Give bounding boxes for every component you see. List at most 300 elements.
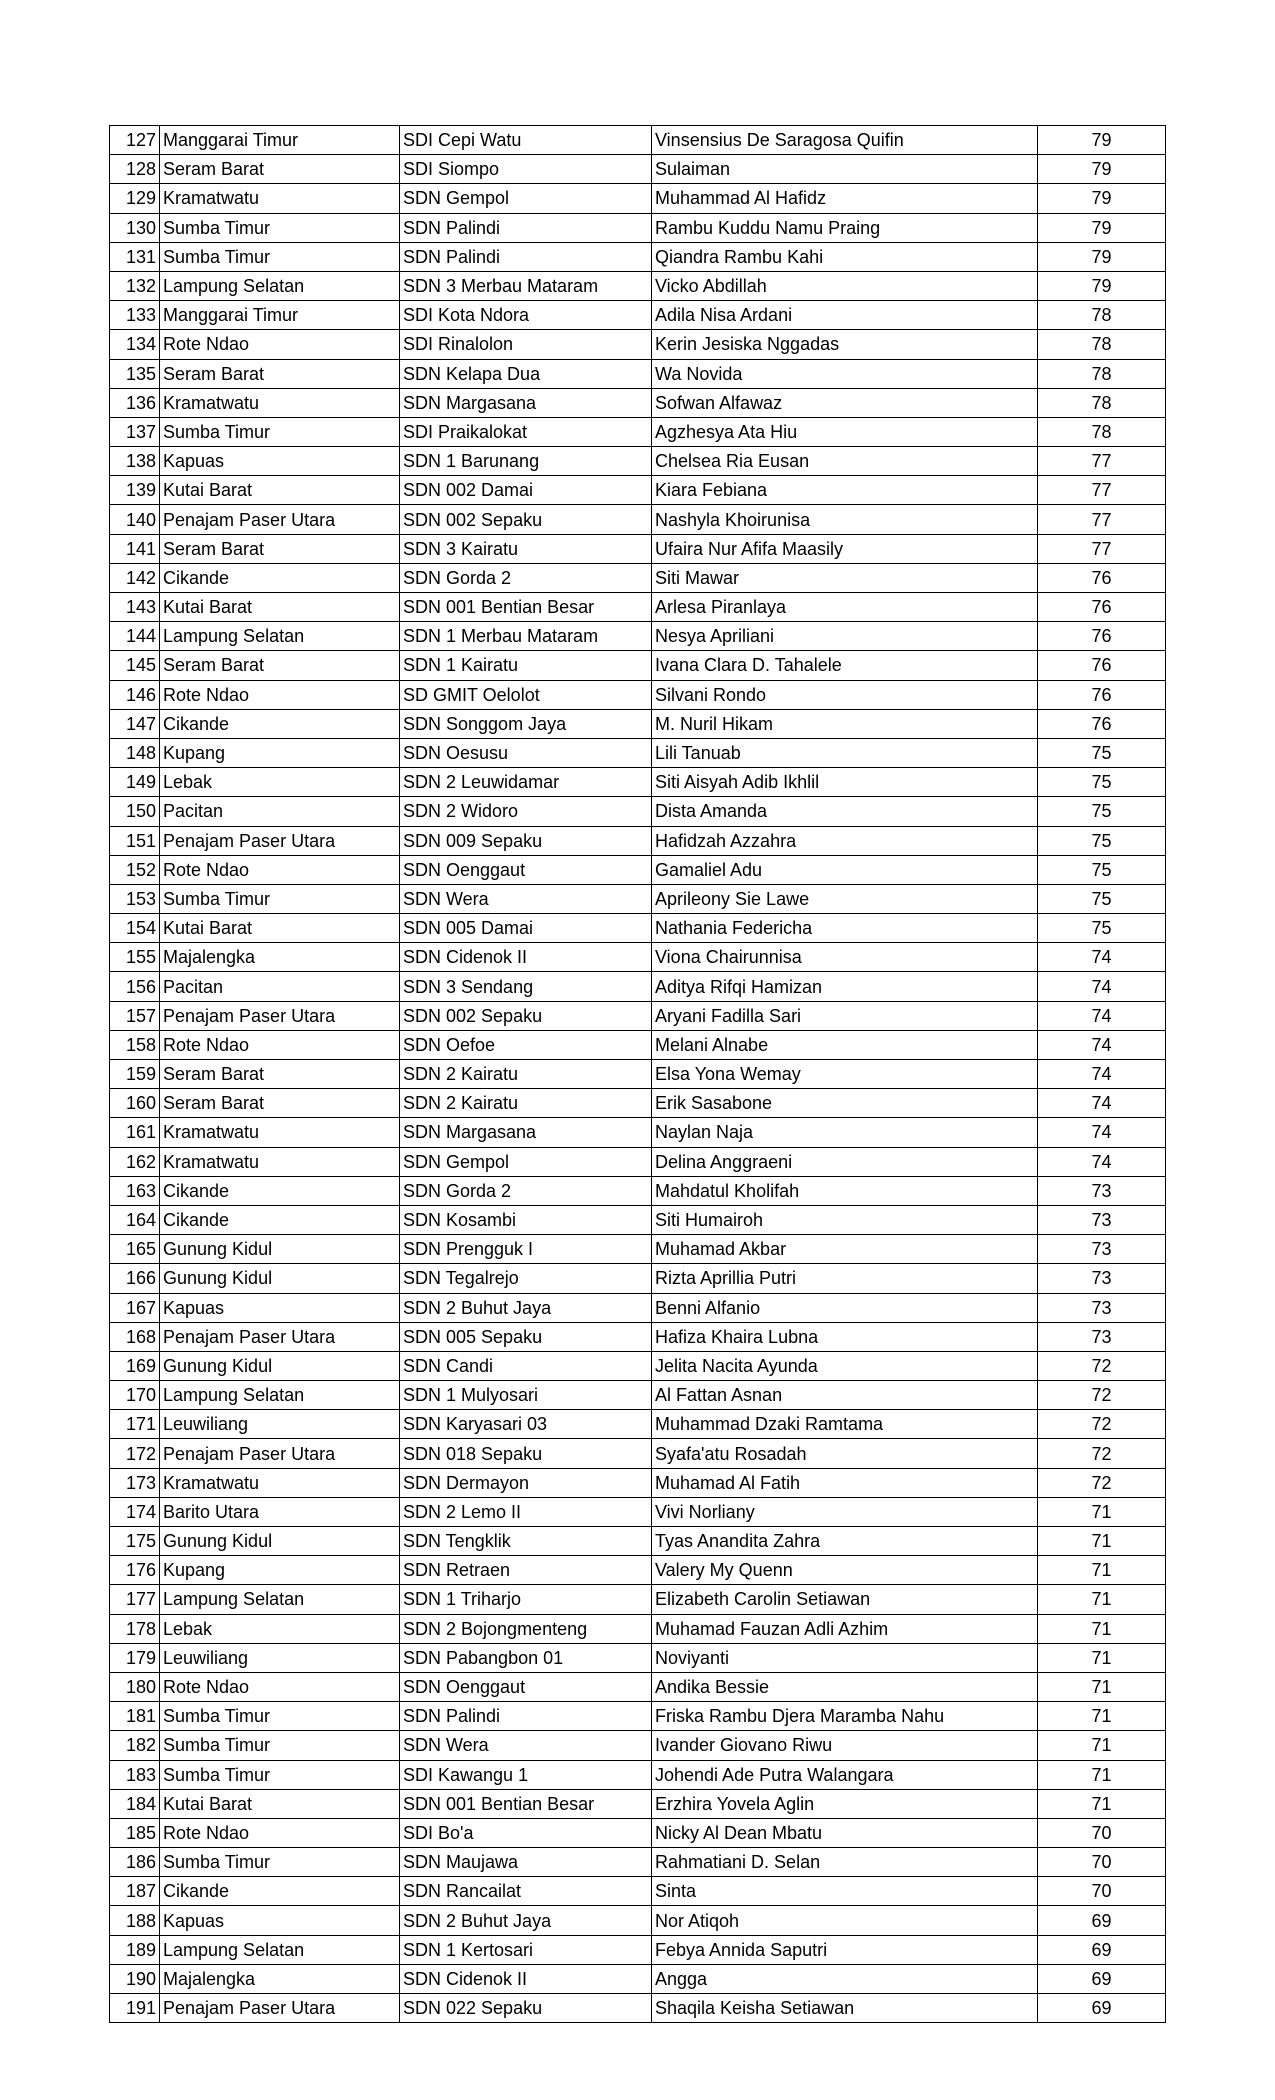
score-cell: 75 bbox=[1038, 914, 1166, 943]
score-cell: 72 bbox=[1038, 1351, 1166, 1380]
score-cell: 73 bbox=[1038, 1235, 1166, 1264]
student-name-cell: Aryani Fadilla Sari bbox=[652, 1001, 1038, 1030]
school-cell: SDN 1 Kertosari bbox=[400, 1935, 652, 1964]
score-cell: 76 bbox=[1038, 709, 1166, 738]
student-name-cell: Nathania Federicha bbox=[652, 914, 1038, 943]
student-name-cell: Mahdatul Kholifah bbox=[652, 1176, 1038, 1205]
student-name-cell: Hafidzah Azzahra bbox=[652, 826, 1038, 855]
row-number: 128 bbox=[110, 155, 160, 184]
student-name-cell: Elizabeth Carolin Setiawan bbox=[652, 1585, 1038, 1614]
region-cell: Kutai Barat bbox=[160, 593, 400, 622]
school-cell: SDN 002 Damai bbox=[400, 476, 652, 505]
region-cell: Barito Utara bbox=[160, 1497, 400, 1526]
student-name-cell: Qiandra Rambu Kahi bbox=[652, 242, 1038, 271]
student-name-cell: Muhamad Fauzan Adli Azhim bbox=[652, 1614, 1038, 1643]
school-cell: SDN 3 Merbau Mataram bbox=[400, 271, 652, 300]
row-number: 127 bbox=[110, 126, 160, 155]
student-name-cell: Gamaliel Adu bbox=[652, 855, 1038, 884]
score-cell: 78 bbox=[1038, 359, 1166, 388]
score-cell: 75 bbox=[1038, 797, 1166, 826]
school-cell: SDI Rinalolon bbox=[400, 330, 652, 359]
school-cell: SDN Gempol bbox=[400, 1147, 652, 1176]
school-cell: SDN Oenggaut bbox=[400, 1672, 652, 1701]
table-row bbox=[110, 972, 1166, 1001]
school-cell: SDN Margasana bbox=[400, 388, 652, 417]
school-cell: SDI Praikalokat bbox=[400, 417, 652, 446]
student-name-cell: Hafiza Khaira Lubna bbox=[652, 1322, 1038, 1351]
score-cell: 79 bbox=[1038, 213, 1166, 242]
student-name-cell: Delina Anggraeni bbox=[652, 1147, 1038, 1176]
school-cell: SDN Wera bbox=[400, 1731, 652, 1760]
student-name-cell: Melani Alnabe bbox=[652, 1030, 1038, 1059]
score-cell: 76 bbox=[1038, 593, 1166, 622]
region-cell: Sumba Timur bbox=[160, 1848, 400, 1877]
score-cell: 69 bbox=[1038, 1994, 1166, 2023]
school-cell: SDN Tegalrejo bbox=[400, 1264, 652, 1293]
row-number: 132 bbox=[110, 271, 160, 300]
region-cell: Kapuas bbox=[160, 1906, 400, 1935]
table-row bbox=[110, 943, 1166, 972]
region-cell: Rote Ndao bbox=[160, 1672, 400, 1701]
row-number: 166 bbox=[110, 1264, 160, 1293]
region-cell: Kutai Barat bbox=[160, 914, 400, 943]
school-cell: SDN Maujawa bbox=[400, 1848, 652, 1877]
table-row bbox=[110, 1994, 1166, 2023]
school-cell: SDN 005 Sepaku bbox=[400, 1322, 652, 1351]
score-cell: 71 bbox=[1038, 1731, 1166, 1760]
row-number: 163 bbox=[110, 1176, 160, 1205]
student-name-cell: Ufaira Nur Afifa Maasily bbox=[652, 534, 1038, 563]
row-number: 186 bbox=[110, 1848, 160, 1877]
table-row bbox=[110, 1585, 1166, 1614]
region-cell: Kramatwatu bbox=[160, 1468, 400, 1497]
row-number: 155 bbox=[110, 943, 160, 972]
student-name-cell: Ivander Giovano Riwu bbox=[652, 1731, 1038, 1760]
school-cell: SDN Oenggaut bbox=[400, 855, 652, 884]
school-cell: SDN 3 Kairatu bbox=[400, 534, 652, 563]
table-row bbox=[110, 1643, 1166, 1672]
school-cell: SDN Cidenok II bbox=[400, 1964, 652, 1993]
score-cell: 71 bbox=[1038, 1556, 1166, 1585]
score-cell: 72 bbox=[1038, 1439, 1166, 1468]
student-name-cell: Siti Aisyah Adib Ikhlil bbox=[652, 768, 1038, 797]
score-cell: 78 bbox=[1038, 388, 1166, 417]
table-row bbox=[110, 1672, 1166, 1701]
student-name-cell: Benni Alfanio bbox=[652, 1293, 1038, 1322]
region-cell: Lampung Selatan bbox=[160, 271, 400, 300]
student-name-cell: Erik Sasabone bbox=[652, 1089, 1038, 1118]
student-name-cell: Erzhira Yovela Aglin bbox=[652, 1789, 1038, 1818]
row-number: 139 bbox=[110, 476, 160, 505]
table-row bbox=[110, 359, 1166, 388]
score-cell: 71 bbox=[1038, 1789, 1166, 1818]
score-cell: 74 bbox=[1038, 1001, 1166, 1030]
score-cell: 76 bbox=[1038, 680, 1166, 709]
table-row bbox=[110, 1001, 1166, 1030]
score-cell: 74 bbox=[1038, 1089, 1166, 1118]
school-cell: SDN 001 Bentian Besar bbox=[400, 593, 652, 622]
school-cell: SDI Kota Ndora bbox=[400, 301, 652, 330]
row-number: 160 bbox=[110, 1089, 160, 1118]
region-cell: Kutai Barat bbox=[160, 476, 400, 505]
school-cell: SDN Pabangbon 01 bbox=[400, 1643, 652, 1672]
student-name-cell: Vicko Abdillah bbox=[652, 271, 1038, 300]
table-row bbox=[110, 301, 1166, 330]
region-cell: Kramatwatu bbox=[160, 388, 400, 417]
region-cell: Manggarai Timur bbox=[160, 301, 400, 330]
row-number: 162 bbox=[110, 1147, 160, 1176]
row-number: 157 bbox=[110, 1001, 160, 1030]
score-cell: 74 bbox=[1038, 1147, 1166, 1176]
region-cell: Lampung Selatan bbox=[160, 1585, 400, 1614]
row-number: 137 bbox=[110, 417, 160, 446]
region-cell: Manggarai Timur bbox=[160, 126, 400, 155]
table-row bbox=[110, 563, 1166, 592]
region-cell: Sumba Timur bbox=[160, 1731, 400, 1760]
table-row bbox=[110, 1060, 1166, 1089]
school-cell: SDN Wera bbox=[400, 884, 652, 913]
school-cell: SDN Palindi bbox=[400, 242, 652, 271]
region-cell: Sumba Timur bbox=[160, 417, 400, 446]
school-cell: SDN 1 Kairatu bbox=[400, 651, 652, 680]
table-row bbox=[110, 1439, 1166, 1468]
table-row bbox=[110, 914, 1166, 943]
table-row bbox=[110, 738, 1166, 767]
row-number: 153 bbox=[110, 884, 160, 913]
region-cell: Gunung Kidul bbox=[160, 1527, 400, 1556]
row-number: 180 bbox=[110, 1672, 160, 1701]
row-number: 191 bbox=[110, 1994, 160, 2023]
region-cell: Majalengka bbox=[160, 943, 400, 972]
school-cell: SDN Karyasari 03 bbox=[400, 1410, 652, 1439]
student-name-cell: Friska Rambu Djera Maramba Nahu bbox=[652, 1702, 1038, 1731]
region-cell: Lampung Selatan bbox=[160, 622, 400, 651]
score-cell: 71 bbox=[1038, 1643, 1166, 1672]
student-name-cell: Angga bbox=[652, 1964, 1038, 1993]
school-cell: SDN 1 Barunang bbox=[400, 447, 652, 476]
results-table-body bbox=[110, 126, 1166, 2023]
table-row bbox=[110, 1818, 1166, 1847]
school-cell: SD GMIT Oelolot bbox=[400, 680, 652, 709]
score-cell: 74 bbox=[1038, 1030, 1166, 1059]
student-name-cell: Muhammad Al Hafidz bbox=[652, 184, 1038, 213]
table-row bbox=[110, 1497, 1166, 1526]
student-name-cell: Rahmatiani D. Selan bbox=[652, 1848, 1038, 1877]
school-cell: SDN Songgom Jaya bbox=[400, 709, 652, 738]
row-number: 146 bbox=[110, 680, 160, 709]
table-row bbox=[110, 1147, 1166, 1176]
region-cell: Kramatwatu bbox=[160, 1118, 400, 1147]
school-cell: SDN 018 Sepaku bbox=[400, 1439, 652, 1468]
row-number: 169 bbox=[110, 1351, 160, 1380]
table-row bbox=[110, 1614, 1166, 1643]
row-number: 172 bbox=[110, 1439, 160, 1468]
school-cell: SDN 1 Merbau Mataram bbox=[400, 622, 652, 651]
table-row bbox=[110, 1381, 1166, 1410]
table-row bbox=[110, 242, 1166, 271]
school-cell: SDN Dermayon bbox=[400, 1468, 652, 1497]
row-number: 145 bbox=[110, 651, 160, 680]
score-cell: 70 bbox=[1038, 1848, 1166, 1877]
student-name-cell: Nor Atiqoh bbox=[652, 1906, 1038, 1935]
region-cell: Leuwiliang bbox=[160, 1643, 400, 1672]
row-number: 182 bbox=[110, 1731, 160, 1760]
student-name-cell: Jelita Nacita Ayunda bbox=[652, 1351, 1038, 1380]
student-name-cell: Valery My Quenn bbox=[652, 1556, 1038, 1585]
row-number: 154 bbox=[110, 914, 160, 943]
score-cell: 72 bbox=[1038, 1468, 1166, 1497]
school-cell: SDN 002 Sepaku bbox=[400, 1001, 652, 1030]
row-number: 143 bbox=[110, 593, 160, 622]
table-row bbox=[110, 1410, 1166, 1439]
student-name-cell: Muhamad Al Fatih bbox=[652, 1468, 1038, 1497]
region-cell: Kramatwatu bbox=[160, 184, 400, 213]
row-number: 177 bbox=[110, 1585, 160, 1614]
row-number: 170 bbox=[110, 1381, 160, 1410]
student-name-cell: Rambu Kuddu Namu Praing bbox=[652, 213, 1038, 242]
score-cell: 71 bbox=[1038, 1702, 1166, 1731]
score-cell: 78 bbox=[1038, 417, 1166, 446]
student-name-cell: Febya Annida Saputri bbox=[652, 1935, 1038, 1964]
region-cell: Penajam Paser Utara bbox=[160, 826, 400, 855]
region-cell: Pacitan bbox=[160, 797, 400, 826]
row-number: 151 bbox=[110, 826, 160, 855]
score-cell: 71 bbox=[1038, 1614, 1166, 1643]
score-cell: 71 bbox=[1038, 1585, 1166, 1614]
table-row bbox=[110, 1030, 1166, 1059]
student-name-cell: Lili Tanuab bbox=[652, 738, 1038, 767]
school-cell: SDI Siompo bbox=[400, 155, 652, 184]
score-cell: 69 bbox=[1038, 1935, 1166, 1964]
row-number: 183 bbox=[110, 1760, 160, 1789]
student-name-cell: Dista Amanda bbox=[652, 797, 1038, 826]
score-cell: 72 bbox=[1038, 1410, 1166, 1439]
score-cell: 74 bbox=[1038, 943, 1166, 972]
school-cell: SDN Oefoe bbox=[400, 1030, 652, 1059]
score-cell: 79 bbox=[1038, 242, 1166, 271]
score-cell: 71 bbox=[1038, 1672, 1166, 1701]
score-cell: 71 bbox=[1038, 1497, 1166, 1526]
table-row bbox=[110, 768, 1166, 797]
row-number: 175 bbox=[110, 1527, 160, 1556]
table-row bbox=[110, 593, 1166, 622]
row-number: 187 bbox=[110, 1877, 160, 1906]
student-name-cell: Sulaiman bbox=[652, 155, 1038, 184]
student-name-cell: Kiara Febiana bbox=[652, 476, 1038, 505]
school-cell: SDN Gempol bbox=[400, 184, 652, 213]
region-cell: Lampung Selatan bbox=[160, 1935, 400, 1964]
table-row bbox=[110, 1906, 1166, 1935]
student-name-cell: Arlesa Piranlaya bbox=[652, 593, 1038, 622]
table-row bbox=[110, 155, 1166, 184]
table-row bbox=[110, 651, 1166, 680]
region-cell: Gunung Kidul bbox=[160, 1264, 400, 1293]
region-cell: Kutai Barat bbox=[160, 1789, 400, 1818]
region-cell: Cikande bbox=[160, 709, 400, 738]
row-number: 185 bbox=[110, 1818, 160, 1847]
score-cell: 74 bbox=[1038, 972, 1166, 1001]
school-cell: SDN Kosambi bbox=[400, 1205, 652, 1234]
table-row bbox=[110, 1118, 1166, 1147]
table-row bbox=[110, 1848, 1166, 1877]
table-row bbox=[110, 709, 1166, 738]
score-cell: 70 bbox=[1038, 1877, 1166, 1906]
student-name-cell: Nicky Al Dean Mbatu bbox=[652, 1818, 1038, 1847]
row-number: 147 bbox=[110, 709, 160, 738]
score-cell: 75 bbox=[1038, 855, 1166, 884]
score-cell: 70 bbox=[1038, 1818, 1166, 1847]
school-cell: SDN 1 Mulyosari bbox=[400, 1381, 652, 1410]
region-cell: Pacitan bbox=[160, 972, 400, 1001]
table-row bbox=[110, 1205, 1166, 1234]
student-name-cell: Kerin Jesiska Nggadas bbox=[652, 330, 1038, 359]
region-cell: Rote Ndao bbox=[160, 855, 400, 884]
school-cell: SDN 2 Leuwidamar bbox=[400, 768, 652, 797]
region-cell: Kapuas bbox=[160, 447, 400, 476]
region-cell: Penajam Paser Utara bbox=[160, 1439, 400, 1468]
student-name-cell: Al Fattan Asnan bbox=[652, 1381, 1038, 1410]
score-cell: 75 bbox=[1038, 826, 1166, 855]
row-number: 167 bbox=[110, 1293, 160, 1322]
region-cell: Leuwiliang bbox=[160, 1410, 400, 1439]
table-row bbox=[110, 126, 1166, 155]
region-cell: Cikande bbox=[160, 1176, 400, 1205]
score-cell: 75 bbox=[1038, 768, 1166, 797]
region-cell: Rote Ndao bbox=[160, 680, 400, 709]
score-cell: 76 bbox=[1038, 563, 1166, 592]
row-number: 178 bbox=[110, 1614, 160, 1643]
region-cell: Majalengka bbox=[160, 1964, 400, 1993]
school-cell: SDN Gorda 2 bbox=[400, 1176, 652, 1205]
region-cell: Sumba Timur bbox=[160, 1702, 400, 1731]
score-cell: 76 bbox=[1038, 651, 1166, 680]
score-cell: 73 bbox=[1038, 1293, 1166, 1322]
school-cell: SDN 2 Buhut Jaya bbox=[400, 1906, 652, 1935]
region-cell: Seram Barat bbox=[160, 651, 400, 680]
school-cell: SDN Margasana bbox=[400, 1118, 652, 1147]
school-cell: SDN Candi bbox=[400, 1351, 652, 1380]
score-cell: 77 bbox=[1038, 505, 1166, 534]
student-name-cell: Ivana Clara D. Tahalele bbox=[652, 651, 1038, 680]
school-cell: SDI Bo'a bbox=[400, 1818, 652, 1847]
student-name-cell: Silvani Rondo bbox=[652, 680, 1038, 709]
table-row bbox=[110, 855, 1166, 884]
student-name-cell: Noviyanti bbox=[652, 1643, 1038, 1672]
student-name-cell: Naylan Naja bbox=[652, 1118, 1038, 1147]
student-name-cell: Johendi Ade Putra Walangara bbox=[652, 1760, 1038, 1789]
student-name-cell: Rizta Aprillia Putri bbox=[652, 1264, 1038, 1293]
row-number: 190 bbox=[110, 1964, 160, 1993]
row-number: 158 bbox=[110, 1030, 160, 1059]
student-name-cell: Sofwan Alfawaz bbox=[652, 388, 1038, 417]
school-cell: SDN Kelapa Dua bbox=[400, 359, 652, 388]
school-cell: SDN 2 Bojongmenteng bbox=[400, 1614, 652, 1643]
table-row bbox=[110, 797, 1166, 826]
score-cell: 73 bbox=[1038, 1205, 1166, 1234]
table-row bbox=[110, 213, 1166, 242]
school-cell: SDN Rancailat bbox=[400, 1877, 652, 1906]
table-row bbox=[110, 1702, 1166, 1731]
region-cell: Penajam Paser Utara bbox=[160, 1322, 400, 1351]
student-name-cell: Vivi Norliany bbox=[652, 1497, 1038, 1526]
school-cell: SDN 2 Widoro bbox=[400, 797, 652, 826]
table-row bbox=[110, 826, 1166, 855]
school-cell: SDN 2 Buhut Jaya bbox=[400, 1293, 652, 1322]
row-number: 188 bbox=[110, 1906, 160, 1935]
score-cell: 79 bbox=[1038, 271, 1166, 300]
student-name-cell: Siti Humairoh bbox=[652, 1205, 1038, 1234]
row-number: 179 bbox=[110, 1643, 160, 1672]
student-name-cell: Aprileony Sie Lawe bbox=[652, 884, 1038, 913]
score-cell: 78 bbox=[1038, 330, 1166, 359]
school-cell: SDN 002 Sepaku bbox=[400, 505, 652, 534]
results-table bbox=[109, 125, 1166, 2023]
school-cell: SDI Cepi Watu bbox=[400, 126, 652, 155]
school-cell: SDN Gorda 2 bbox=[400, 563, 652, 592]
school-cell: SDN Cidenok II bbox=[400, 943, 652, 972]
student-name-cell: Andika Bessie bbox=[652, 1672, 1038, 1701]
table-row bbox=[110, 1877, 1166, 1906]
region-cell: Seram Barat bbox=[160, 155, 400, 184]
row-number: 171 bbox=[110, 1410, 160, 1439]
region-cell: Kupang bbox=[160, 1556, 400, 1585]
region-cell: Lampung Selatan bbox=[160, 1381, 400, 1410]
score-cell: 74 bbox=[1038, 1060, 1166, 1089]
row-number: 136 bbox=[110, 388, 160, 417]
row-number: 133 bbox=[110, 301, 160, 330]
student-name-cell: Adila Nisa Ardani bbox=[652, 301, 1038, 330]
score-cell: 77 bbox=[1038, 534, 1166, 563]
row-number: 134 bbox=[110, 330, 160, 359]
school-cell: SDN 1 Triharjo bbox=[400, 1585, 652, 1614]
score-cell: 73 bbox=[1038, 1322, 1166, 1351]
table-row bbox=[110, 184, 1166, 213]
score-cell: 69 bbox=[1038, 1964, 1166, 1993]
table-row bbox=[110, 388, 1166, 417]
table-row bbox=[110, 884, 1166, 913]
row-number: 149 bbox=[110, 768, 160, 797]
row-number: 184 bbox=[110, 1789, 160, 1818]
table-row bbox=[110, 1293, 1166, 1322]
table-row bbox=[110, 330, 1166, 359]
score-cell: 71 bbox=[1038, 1760, 1166, 1789]
region-cell: Kapuas bbox=[160, 1293, 400, 1322]
table-row bbox=[110, 447, 1166, 476]
student-name-cell: Vinsensius De Saragosa Quifin bbox=[652, 126, 1038, 155]
region-cell: Seram Barat bbox=[160, 1089, 400, 1118]
student-name-cell: Muhammad Dzaki Ramtama bbox=[652, 1410, 1038, 1439]
row-number: 168 bbox=[110, 1322, 160, 1351]
region-cell: Sumba Timur bbox=[160, 884, 400, 913]
row-number: 142 bbox=[110, 563, 160, 592]
region-cell: Sumba Timur bbox=[160, 242, 400, 271]
row-number: 148 bbox=[110, 738, 160, 767]
score-cell: 79 bbox=[1038, 184, 1166, 213]
school-cell: SDN Oesusu bbox=[400, 738, 652, 767]
region-cell: Rote Ndao bbox=[160, 1030, 400, 1059]
student-name-cell: Wa Novida bbox=[652, 359, 1038, 388]
row-number: 131 bbox=[110, 242, 160, 271]
student-name-cell: Nashyla Khoirunisa bbox=[652, 505, 1038, 534]
table-row bbox=[110, 1264, 1166, 1293]
school-cell: SDN Retraen bbox=[400, 1556, 652, 1585]
region-cell: Lebak bbox=[160, 1614, 400, 1643]
student-name-cell: Elsa Yona Wemay bbox=[652, 1060, 1038, 1089]
row-number: 140 bbox=[110, 505, 160, 534]
table-row bbox=[110, 476, 1166, 505]
student-name-cell: Viona Chairunnisa bbox=[652, 943, 1038, 972]
student-name-cell: Tyas Anandita Zahra bbox=[652, 1527, 1038, 1556]
